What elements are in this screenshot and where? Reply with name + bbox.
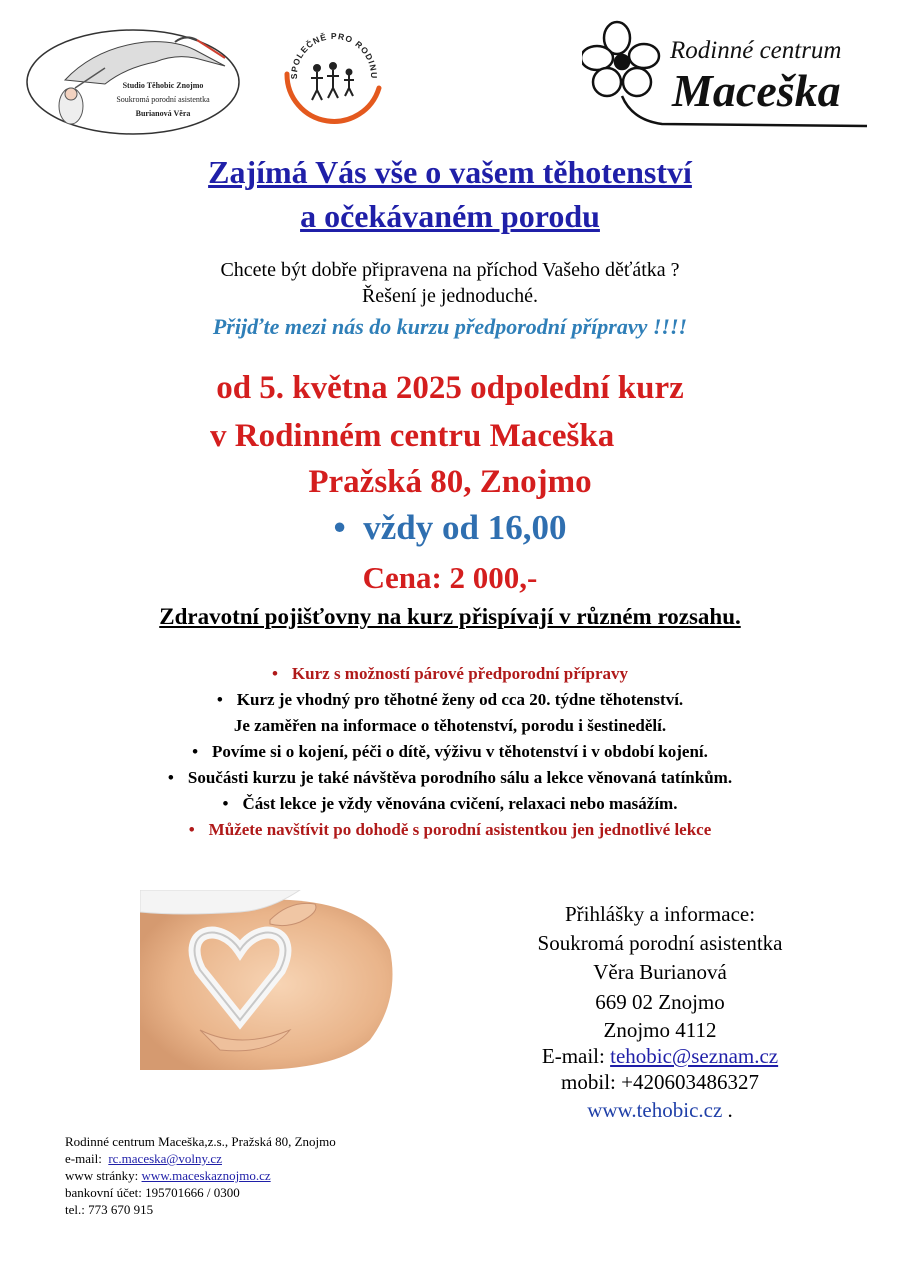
footer-email-link[interactable]: rc.maceska@volny.cz xyxy=(108,1151,222,1166)
bullet-icon: • xyxy=(333,508,364,547)
bullet-icon: • xyxy=(192,742,199,761)
contact-web-row: www.tehobic.cz . xyxy=(587,1098,733,1122)
studio-tehobic-logo xyxy=(25,28,241,136)
contact-name: Věra Burianová xyxy=(593,960,727,984)
contact-zip-city: 669 02 Znojmo xyxy=(595,990,725,1014)
course-address: Pražská 80, Znojmo xyxy=(308,464,592,500)
footer-tel: tel.: 773 670 915 xyxy=(65,1202,154,1217)
bullet-icon: • xyxy=(216,690,223,709)
course-venue: v Rodinném centru Maceška xyxy=(210,418,615,454)
headline-line2: a očekávaném porodu xyxy=(300,198,600,234)
bullet-icon: • xyxy=(167,768,174,787)
insurance-note: Zdravotní pojišťovny na kurz přispívají v různém rozsahu. xyxy=(159,604,741,629)
svg-text:SPOLEČNĚ PRO RODINU xyxy=(289,31,379,80)
headline-line1: Zajímá Vás vše o vašem těhotenství xyxy=(208,154,692,190)
maceska-logo-top: Rodinné centrum xyxy=(670,37,842,64)
pregnant-belly-heart-image xyxy=(140,890,400,1072)
footer-web-row: www stránky: www.maceskaznojmo.cz xyxy=(65,1168,271,1183)
contact-web-link[interactable]: www.tehobic.cz xyxy=(587,1098,723,1122)
contact-address: Znojmo 4112 xyxy=(603,1018,717,1042)
bullet-icon: • xyxy=(188,820,195,839)
list-item: Je zaměřen na informace o těhotenství, porodu i šestinedělí. xyxy=(233,716,667,735)
studio-logo-line2: Soukromá porodní asistentka xyxy=(116,95,210,104)
list-item: • Můžete navštívit po dohodě s porodní asistentkou jen jednotlivé lekce xyxy=(0,817,900,843)
maceska-logo-name: Maceška xyxy=(672,65,841,116)
contact-title: Přihlášky a informace: xyxy=(564,902,756,926)
bullet-icon: • xyxy=(271,664,278,683)
features-list xyxy=(0,661,900,843)
promo-text: Přijďte mezi nás do kurzu předporodní přípravy !!!! xyxy=(212,314,688,339)
family-icon xyxy=(311,63,354,100)
course-date: od 5. května 2025 odpolední kurz xyxy=(216,370,684,406)
contact-mobile: mobil: +420603486327 xyxy=(561,1070,759,1094)
course-time: • vždy od 16,00 xyxy=(333,508,567,547)
bullet-icon: • xyxy=(222,794,229,813)
list-item: • Součásti kurzu je také návštěva porodního sálu a lekce věnovaná tatínkům. xyxy=(0,765,900,791)
list-item: • Kurz s možností párové předporodní přípravy xyxy=(0,661,900,687)
spolecne-arc-text: SPOLEČNĚ PRO RODINU xyxy=(288,30,380,80)
intro-line1: Chcete být dobře připravena na příchod Vašeho děťátka ? xyxy=(220,259,680,281)
maceska-logo xyxy=(582,20,872,132)
list-item: • Část lekce je vždy věnována cvičení, relaxaci nebo masážím. xyxy=(0,791,900,817)
contact-role: Soukromá porodní asistentka xyxy=(537,931,783,955)
footer-org: Rodinné centrum Maceška,z.s., Pražská 80, Znojmo xyxy=(65,1134,336,1149)
footer-email-row: e-mail: rc.maceska@volny.cz xyxy=(65,1151,222,1166)
contact-email-link[interactable]: tehobic@seznam.cz xyxy=(610,1044,779,1068)
studio-logo-line3: Burianová Věra xyxy=(135,109,191,118)
course-price: Cena: 2 000,- xyxy=(362,560,538,595)
footer-bank: bankovní účet: 195701666 / 0300 xyxy=(65,1185,240,1200)
studio-logo-line1: Studio Těhobic Znojmo xyxy=(122,81,204,90)
contact-email-row: E-mail: tehobic@seznam.cz xyxy=(541,1044,779,1068)
list-item: • Kurz je vhodný pro těhotné ženy od cca 20. týdne těhotenství. xyxy=(0,687,900,713)
spolecne-pro-rodinu-logo xyxy=(275,18,393,136)
footer-web-link[interactable]: www.maceskaznojmo.cz xyxy=(141,1168,271,1183)
intro-line2: Řešení je jednoduché. xyxy=(361,285,539,307)
footer xyxy=(65,1133,336,1218)
list-item: • Povíme si o kojení, péči o dítě, výživu v těhotenství i v období kojení. xyxy=(0,739,900,765)
